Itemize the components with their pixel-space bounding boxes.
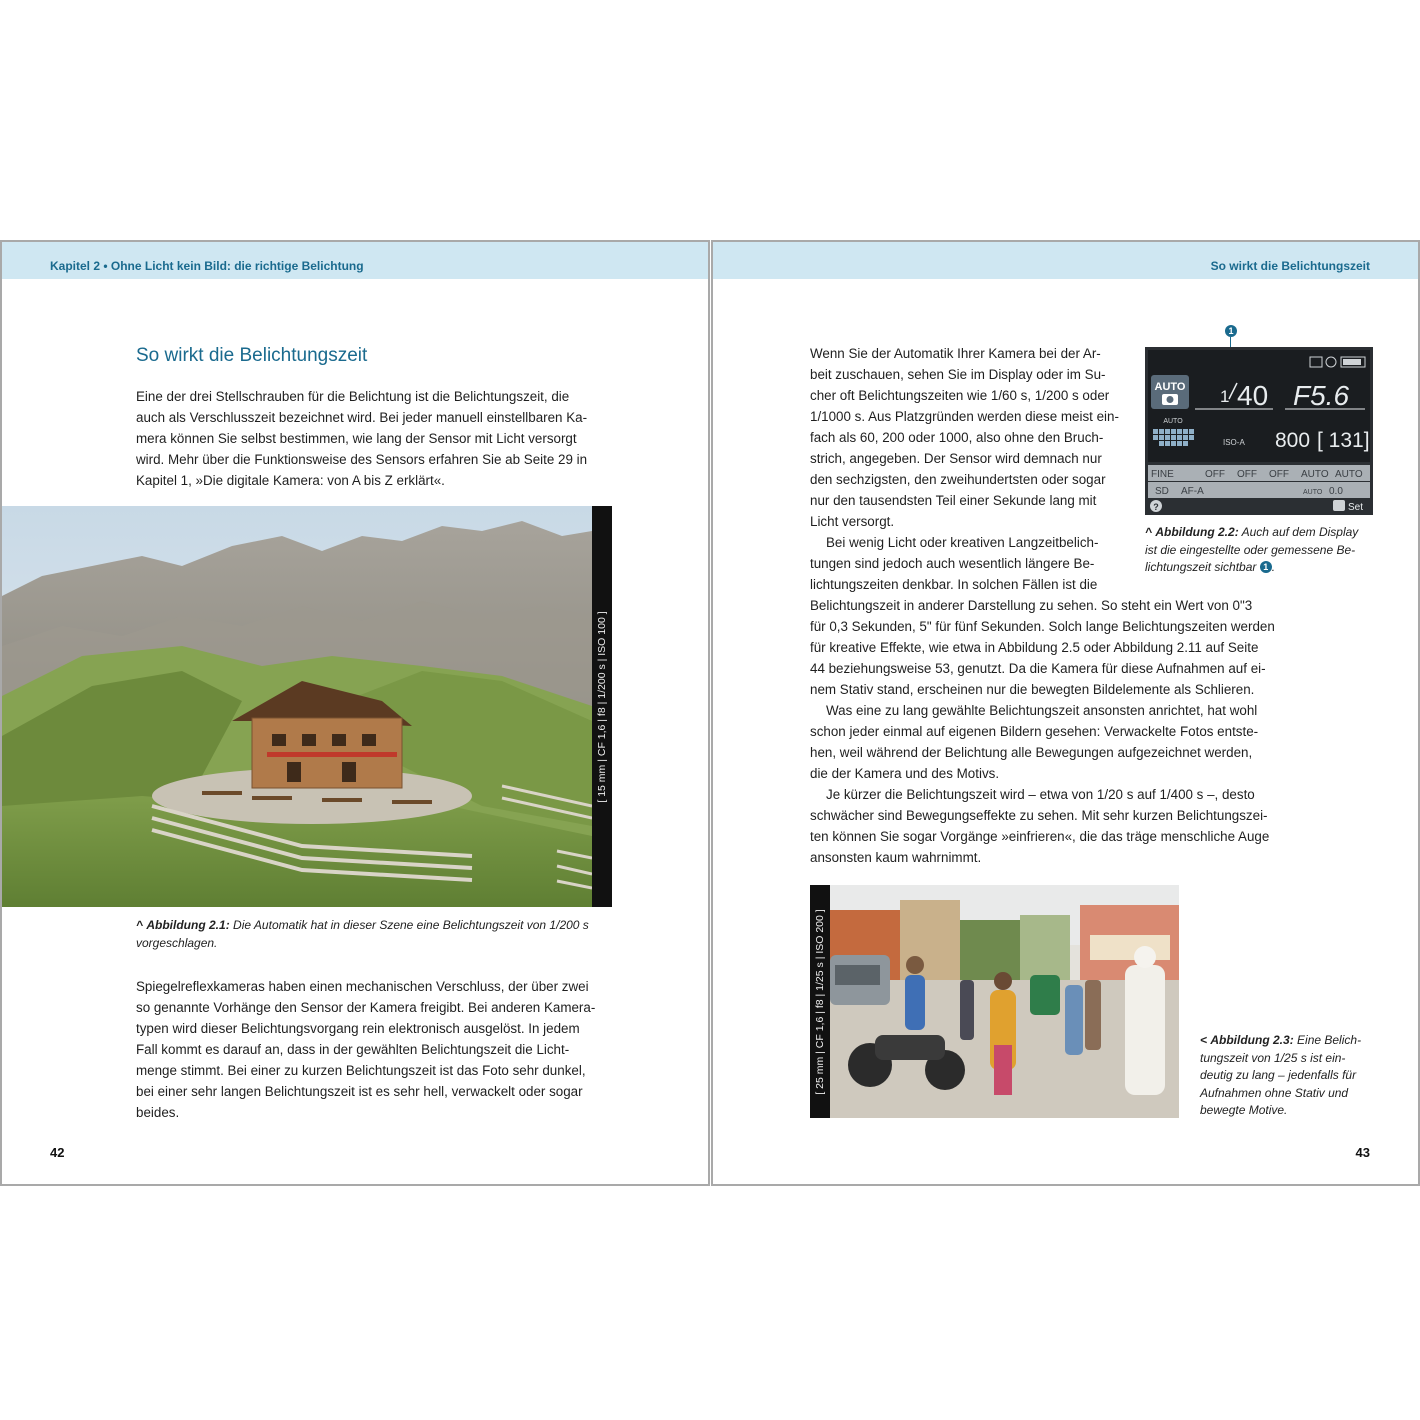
text-line: die der Kamera und des Motivs. xyxy=(810,766,1000,781)
svg-text:AUTO: AUTO xyxy=(1301,469,1329,480)
svg-text:AF-A: AF-A xyxy=(1181,486,1204,497)
caption-arrow: < xyxy=(1200,1033,1208,1047)
page-number: 43 xyxy=(1355,1145,1370,1160)
text-line: hen, weil während der Belichtung alle Bewegungen aufgezeichnet werden, xyxy=(810,745,1253,760)
text-line: fach als 60, 200 oder 1000, also ohne den Bruch- xyxy=(810,430,1104,445)
intro-paragraph xyxy=(136,386,612,491)
text-line: Bei wenig Licht oder kreativen Langzeitbelich- xyxy=(826,535,1099,550)
svg-text:AUTO: AUTO xyxy=(1303,489,1323,496)
text-line: bei einer sehr langen Belichtungszeit ist es sehr hell, verwackelt oder sogar xyxy=(136,1084,583,1099)
caption-arrow: ^ xyxy=(1145,525,1153,539)
left-page xyxy=(0,240,710,1186)
exif-text: [ 15 mm | CF 1,6 | f8 | 1/200 s | ISO 100 ] xyxy=(596,610,608,803)
text-line: typen wird dieser Belichtungsvorgang rein elektronisch ausgelöst. In jedem xyxy=(136,1021,580,1036)
section-heading: So wirkt die Belichtungszeit xyxy=(136,345,368,366)
figure-caption-2-2 xyxy=(1145,524,1385,577)
svg-text:OFF: OFF xyxy=(1205,469,1225,480)
caption-arrow: ^ xyxy=(136,918,144,932)
text-line: nur den tausendsten Teil einer Sekunde lang mit xyxy=(810,493,1097,508)
caption-label: Abbildung 2.2: xyxy=(1155,525,1239,539)
svg-text:AUTO: AUTO xyxy=(1335,469,1363,480)
camera-lcd-display xyxy=(1145,347,1373,515)
exif-bar xyxy=(810,885,830,1118)
svg-text:OFF: OFF xyxy=(1269,469,1289,480)
text-line: Eine der drei Stellschrauben für die Belichtung ist die Belichtungszeit, die xyxy=(136,389,570,404)
figure-marker-1: 1 xyxy=(1225,325,1237,337)
text-line: mera können Sie selbst bestimmen, wie lang der Sensor mit Licht versorgt xyxy=(136,431,577,446)
page-number: 42 xyxy=(50,1145,65,1160)
chapter-header: Kapitel 2 • Ohne Licht kein Bild: die richtige Belichtung xyxy=(50,259,364,273)
lcd-shots: [ 131] xyxy=(1317,429,1370,452)
section-header: So wirkt die Belichtungszeit xyxy=(1210,259,1370,273)
book-spread xyxy=(0,240,1420,1190)
caption-line: Aufnahmen ohne Stativ und xyxy=(1200,1085,1349,1100)
text-line: den sechzigsten, den zweihundertsten oder sogar xyxy=(810,472,1106,487)
lcd-mode: AUTO xyxy=(1154,381,1186,393)
running-header xyxy=(2,242,708,279)
right-page xyxy=(711,240,1420,1186)
text-line: strich, angegeben. Der Sensor wird demnach nur xyxy=(810,451,1102,466)
figure-caption-2-3 xyxy=(1200,1032,1385,1120)
lcd-iso-label: ISO-A xyxy=(1223,438,1245,447)
text-line: schon jeder einmal auf eigenen Bildern gesehen: Verwackelte Fotos entste- xyxy=(810,724,1259,739)
text-line: menge stimmt. Bei einer zu kurzen Belichtungszeit ist das Foto sehr dunkel, xyxy=(136,1063,586,1078)
svg-text:0.0: 0.0 xyxy=(1329,486,1343,497)
lcd-aperture: F5.6 xyxy=(1293,380,1350,411)
caption-line: ist die eingestellte oder gemessene Be- xyxy=(1145,542,1356,557)
text-line: so genannte Vorhänge den Sensor der Kamera freigibt. Bei anderen Kamera- xyxy=(136,1000,596,1015)
text-line: Belichtungszeit in anderer Darstellung zu sehen. So steht ein Wert von 0"3 xyxy=(810,598,1253,613)
text-line: Was eine zu lang gewählte Belichtungszeit ansonsten anrichtet, hat wohl xyxy=(826,703,1258,718)
full-paragraph xyxy=(810,595,1284,868)
column-paragraph xyxy=(810,343,1132,595)
text-line: ansonsten kaum wahrnimmt. xyxy=(810,850,982,865)
lcd-auto-small: AUTO xyxy=(1163,418,1183,425)
set-button-icon xyxy=(1333,500,1345,511)
figure-caption xyxy=(136,917,606,952)
text-line: für kreative Effekte, wie etwa in Abbildung 2.5 oder Abbildung 2.11 auf Seite xyxy=(810,640,1259,655)
text-line: 1/1000 s. Aus Platzgründen werden diese meist ein- xyxy=(810,409,1119,424)
text-line: wird. Mehr über die Funktionsweise des Sensors erfahren Sie ab Seite 29 in xyxy=(136,452,588,467)
text-line: Licht versorgt. xyxy=(810,514,895,529)
caption-text: Die Automatik hat in dieser Szene eine Belichtungszeit von 1/200 s vorgeschlagen. xyxy=(136,918,589,950)
svg-text:OFF: OFF xyxy=(1237,469,1257,480)
exif-text: [ 25 mm | CF 1,6 | f8 | 1/25 s | ISO 200 ] xyxy=(814,908,826,1095)
caption-line: lichtungszeit sichtbar 1 . xyxy=(1145,560,1276,574)
caption-line: ^ Abbildung 2.2: Auch auf dem Display xyxy=(1145,525,1359,539)
text-line: Spiegelreflexkameras haben einen mechanischen Verschluss, der über zwei xyxy=(136,979,589,994)
body-paragraph xyxy=(136,976,612,1123)
text-line: lichtungszeiten denkbar. In solchen Fällen ist die xyxy=(810,577,1098,592)
text-line: schwächer sind Bewegungseffekte zu sehen. Mit sehr kurzen Belichtungszei- xyxy=(810,808,1268,823)
text-line: beides. xyxy=(136,1105,180,1120)
inline-marker-1: 1 xyxy=(1260,561,1272,573)
lcd-iso: 800 xyxy=(1275,429,1311,452)
svg-text:SD: SD xyxy=(1155,486,1169,497)
text-line: 44 beziehungsweise 53, genutzt. Da die Kamera für diese Aufnahmen auf ei- xyxy=(810,661,1266,676)
caption-line: tungszeit von 1/25 s ist ein- xyxy=(1200,1050,1346,1065)
text-line: tungen sind jedoch auch wesentlich längere Be- xyxy=(810,556,1095,571)
street-scene-photo xyxy=(830,885,1179,1118)
lcd-help: ? xyxy=(1153,502,1159,512)
exif-bar xyxy=(592,506,612,907)
text-line: nem Stativ stand, erscheinen nur die bewegten Bildelemente als Schlieren. xyxy=(810,682,1255,697)
caption-label: Abbildung 2.3: xyxy=(1210,1033,1294,1047)
caption-line: deutig zu lang – jedenfalls für xyxy=(1200,1068,1357,1082)
text-line: cher oft Belichtungszeiten wie 1/60 s, 1/200 s oder xyxy=(810,388,1110,403)
caption-line: bewegte Motive. xyxy=(1200,1103,1288,1117)
af-points-grid xyxy=(1153,429,1194,446)
text-line: für 0,3 Sekunden, 5" für fünf Sekunden. Solch lange Belichtungszeiten werden xyxy=(810,619,1275,634)
text-line: ten können Sie sogar Vorgänge »einfrieren«, die das träge menschliche Auge xyxy=(810,829,1270,844)
lcd-shutter-den: 40 xyxy=(1237,380,1269,411)
text-line: Wenn Sie der Automatik Ihrer Kamera bei der Ar- xyxy=(810,346,1101,361)
caption-label: Abbildung 2.1: xyxy=(146,918,230,932)
text-line: auch als Verschlusszeit bezeichnet wird. Bei jeder manuell einstellbaren Ka- xyxy=(136,410,588,425)
mountain-hut-photo xyxy=(2,506,592,907)
caption-line: < Abbildung 2.3: Eine Belich- xyxy=(1200,1033,1362,1047)
lcd-shutter-num: 1 xyxy=(1220,387,1230,406)
text-line: Kapitel 1, »Die digitale Kamera: von A bis Z erklärt«. xyxy=(136,473,445,488)
text-line: Fall kommt es darauf an, dass in der gewählten Belichtungszeit die Licht- xyxy=(136,1042,570,1057)
svg-text:FINE: FINE xyxy=(1151,469,1174,480)
lcd-set: Set xyxy=(1348,502,1364,513)
text-line: Je kürzer die Belichtungszeit wird – etwa von 1/20 s auf 1/400 s –, desto xyxy=(826,787,1255,802)
text-line: beit zuschauen, sehen Sie im Display oder im Su- xyxy=(810,367,1106,382)
running-header xyxy=(713,242,1418,279)
